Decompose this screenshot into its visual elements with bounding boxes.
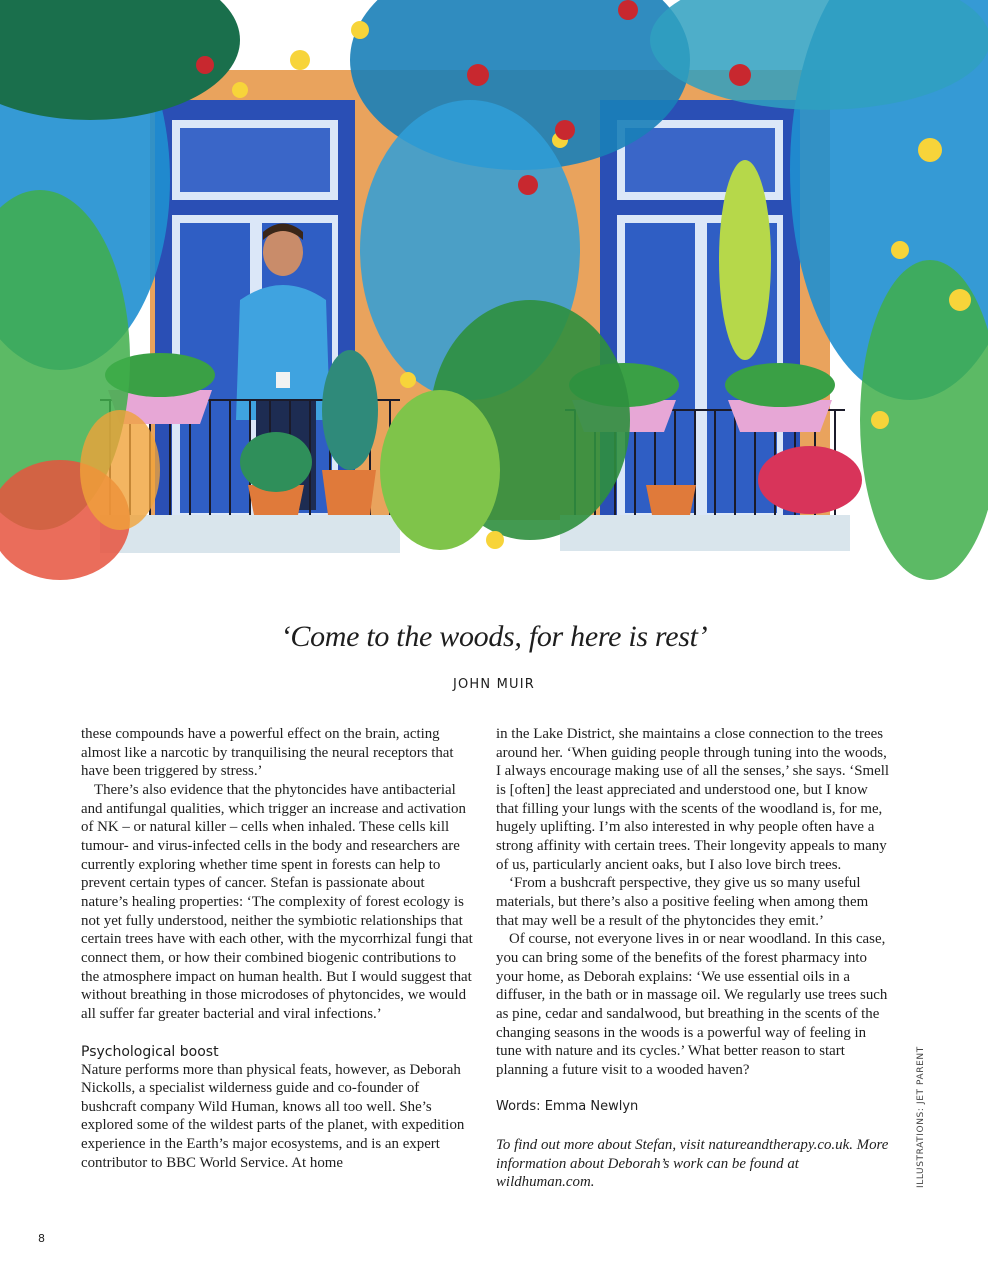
right-balcony-slab bbox=[560, 515, 850, 551]
credit-name: Emma Newlyn bbox=[544, 1099, 639, 1115]
right-balcony-window bbox=[600, 100, 800, 520]
body-paragraph: Of course, not everyone lives in or near woodland. In this case, you can bring some of the benefits of the forest pharmacy into your home, as Deborah explains: ‘We use essential oils in a diffuser, in the bath or in massage oil. We regularly use trees such as pine, cedar and sandalwood, but breathing in the scents of the changing seasons in the woods is a powerful way of feeling in tune with nature and its cycles.’ What better reason to start planning a future visit to a wooded haven? bbox=[496, 931, 888, 1078]
further-info-note: To find out more about Stefan, visit natureandtherapy.co.uk. More information about Deborah’s work can be found at wildhuman.com. bbox=[496, 1137, 889, 1191]
body-paragraph: in the Lake District, she maintains a close connection to the trees around her. ‘When guiding people through tuning into the woods, I always encourage making use of all the senses,’ she says. ‘Smell is [often] the least appreciated and understood one, but I know that filling your lungs with the scents of the woodland is, for me, hugely uplifting. I’m also interested in why people often have a strong affinity with certain trees. Their longevity appeals to many of us, particularly ancient oaks, but I also love birch trees. bbox=[496, 726, 889, 873]
hanging-plant bbox=[719, 160, 771, 360]
credit-label: Words: bbox=[496, 1099, 541, 1115]
left-balcony-slab bbox=[100, 515, 400, 553]
illustration-credit: ILLUSTRATIONS: JET PARENT bbox=[916, 1046, 926, 1188]
subheading: Psychological boost bbox=[81, 1043, 219, 1060]
quote-author: JOHN MUIR bbox=[452, 677, 536, 692]
pull-quote: ‘Come to the woods, for here is rest’ bbox=[280, 620, 708, 653]
illustration bbox=[0, 0, 988, 600]
right-column bbox=[496, 725, 892, 1192]
body-paragraph: ‘From a bushcraft perspective, they give us so many useful materials, but there’s also a positive feeling when among them that may well be a result of the phytoncides they emit.’ bbox=[496, 875, 869, 929]
page-number: 8 bbox=[38, 1232, 45, 1245]
body-paragraph: There’s also evidence that the phytoncides have antibacterial and antifungal qualities, which trigger an increase and activation of NK – or natural killer – cells when inhaled. These cells kill tumour- and virus-infected cells in the body and researchers are currently exploring whether time spent in forests can help to prevent certain types of cancer. Stefan is passionate about nature’s healing properties: ‘The complexity of forest ecology is not yet fully understood, neither the symbiotic relationships that certain trees have with each other, with the mycorrhizal fungi that connect them, or how their combined biogenic contributions to the atmosphere impact on human health. But I would suggest that without breathing in those microdoses of phytoncides, we would all suffer far greater bacterial and viral infections.’ bbox=[81, 781, 473, 1022]
left-column bbox=[81, 725, 473, 1172]
body-paragraph: these compounds have a powerful effect on the brain, acting almost like a narcotic by tranquilising the neural receptors that have been triggered by stress.’ bbox=[81, 726, 454, 780]
author-credit bbox=[496, 1098, 892, 1117]
body-paragraph: Nature performs more than physical feats, however, as Deborah Nickolls, a specialist wilderness guide and co-founder of bushcraft company Wild Human, knows all too well. She’s explored some of the wildest parts of the planet, with expedition experience in the Earth’s major ecosystems, and is an expert contributor to BBC World Service. At home bbox=[81, 1061, 465, 1171]
